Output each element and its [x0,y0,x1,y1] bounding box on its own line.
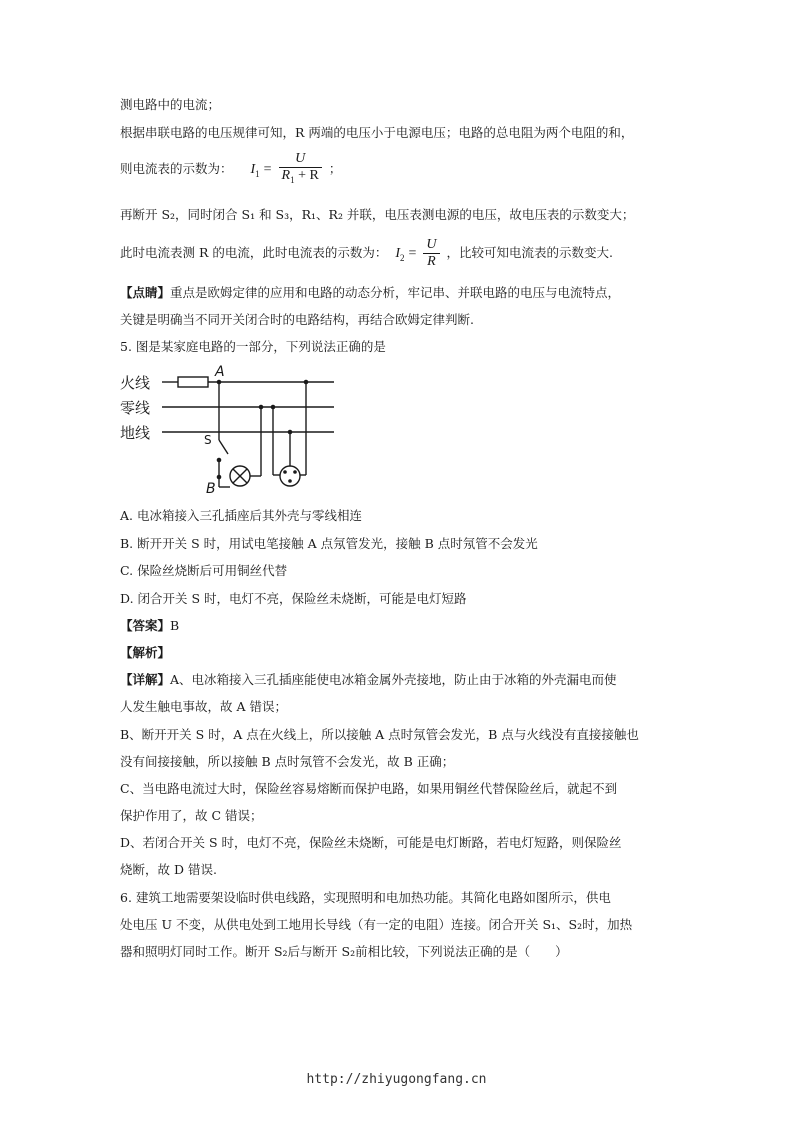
formula-line-i1 [120,150,341,193]
point-a-label: A [215,364,225,380]
fraction-numerator: U [423,237,439,254]
option-a: A. 电冰箱接入三孔插座后其外壳与零线相连 [120,508,362,523]
formula-line-i2 [120,234,613,277]
formula-fraction-i1 [279,151,322,188]
switch-s [219,440,228,454]
formula-equals: = [408,246,417,261]
question-6-line-1: 6. 建筑工地需要架设临时供电线路，实现照明和电加热功能。其简化电路如图所示，供电 [120,890,611,905]
fuse [178,377,208,387]
option-b: B. 断开开关 S 时，用试电笔接触 A 点氖管发光，接触 B 点时氖管不会发光 [120,536,538,551]
question-6-line-3: 器和照明灯同时工作。断开 S₂后与断开 S₂前相比较，下列说法正确的是（ ） [120,944,568,959]
answer-tag: 【答案】 [120,618,171,633]
formula-prefix: 则电流表的示数为： [120,161,233,176]
formula-equals: = [263,162,272,177]
formula-i1-lhs: $I_1$ [250,162,260,179]
ground-wire-label: 地线 [120,424,151,442]
fraction-denominator: $R_1 + R$ [281,168,319,185]
explanation-tag: 【详解】 [120,672,171,687]
three-hole-socket [280,466,300,486]
explanation-line-3: B、断开开关 S 时，A 点在火线上，所以接触 A 点时氖管会发光，B 点与火线没有直接接触也 [120,727,639,742]
answer-value: B [170,618,180,633]
switch-label: S [204,433,212,447]
formula-i2-lhs: $I_2$ [395,246,405,263]
formula-suffix: ； [328,161,342,176]
footer-url[interactable]: http://zhiyugongfang.cn [306,1072,487,1087]
analysis-tag: 【解析】 [120,645,171,660]
formula-fraction-i2 [423,237,439,270]
answer-line [120,617,179,635]
fraction-numerator: U [279,151,322,168]
remark-text: 重点是欧姆定律的应用和电路的动态分析，牢记串、并联电路的电压与电流特点， [170,285,621,300]
point-b-label: B [206,481,216,497]
text-line-1: 测电路中的电流； [120,97,221,112]
remark-line-2: 关键是明确当不同开关闭合时的电路结构，再结合欧姆定律判断. [120,312,474,327]
text-line-4: 再断开 S₂，同时闭合 S₁ 和 S₃，R₁、R₂ 并联，电压表测电源的电压，故电压表的示数变大； [120,207,635,222]
neutral-wire-label: 零线 [120,399,151,417]
household-circuit-diagram [118,362,338,497]
option-c: C. 保险丝烧断后可用铜丝代替 [120,563,288,578]
formula-suffix: ，比较可知电流表的示数变大. [446,245,613,260]
remark-line-1 [120,284,620,302]
explanation-line-1 [120,671,617,689]
question-5-stem: 5. 图是某家庭电路的一部分，下列说法正确的是 [120,339,386,354]
text-line-2: 根据串联电路的电压规律可知，R 两端的电压小于电源电压；电路的总电阻为两个电阻的和， [120,125,634,140]
option-d: D. 闭合开关 S 时，电灯不亮，保险丝未烧断，可能是电灯短路 [120,591,467,606]
formula-prefix: 此时电流表测 R 的电流，此时电流表的示数为： [120,245,388,260]
remark-tag: 【点睛】 [120,285,171,300]
explanation-line-5: C、当电路电流过大时，保险丝容易熔断而保护电路，如果用铜丝代替保险丝后，就起不到 [120,781,618,796]
explanation-line-7: D、若闭合开关 S 时，电灯不亮，保险丝未烧断，可能是电灯断路，若电灯短路，则保险丝 [120,835,622,850]
explanation-text: A、电冰箱接入三孔插座能使电冰箱金属外壳接地，防止由于冰箱的外壳漏电而使 [170,672,617,687]
explanation-line-2: 人发生触电事故，故 A 错误； [120,699,287,714]
question-6-line-2: 处电压 U 不变，从供电处到工地用长导线（有一定的电阻）连接。闭合开关 S₁、S₂时，加热 [120,917,633,932]
explanation-line-4: 没有间接接触，所以接触 B 点时氖管不会发光，故 B 正确； [120,754,455,769]
fraction-denominator: R [427,254,436,269]
explanation-line-6: 保护作用了，故 C 错误； [120,808,263,823]
live-wire-label: 火线 [120,374,151,392]
explanation-line-8: 烧断，故 D 错误. [120,862,217,877]
